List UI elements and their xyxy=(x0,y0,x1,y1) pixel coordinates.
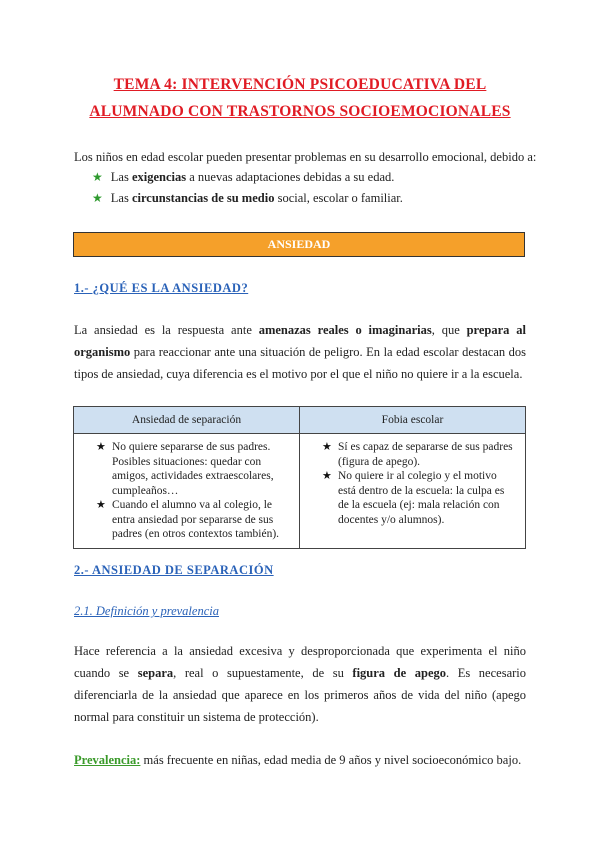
list-item: ★ Cuando el alumno va al colegio, le entra ansiedad por separarse de sus padres (en otros contextos también). xyxy=(96,499,280,540)
table-cell-separation xyxy=(74,434,300,549)
star-bullet-icon: ★ xyxy=(322,441,332,453)
section-2-heading: 2.- ANSIEDAD DE SEPARACIÓN xyxy=(74,563,274,577)
star-bullet-icon: ★ xyxy=(96,499,106,511)
list-item: ★ No quiere ir al colegio y el motivo está dentro de la escuela: la culpa es de la escuela (ej: mala relación con docentes y/o alumnos). xyxy=(322,470,505,526)
star-bullet-icon: ★ xyxy=(322,470,332,482)
comparison-table xyxy=(73,406,526,549)
section-1-paragraph: La ansiedad es la respuesta ante amenazas reales o imaginarias, que prepara al organismo para reaccionar ante una situación de peligro. En la edad escolar destacan dos tipos de ansiedad, cuya diferencia es el motivo por el que el niño no quiere ir a la escuela. xyxy=(74,323,526,381)
document-title-line-1: TEMA 4: INTERVENCIÓN PSICOEDUCATIVA DEL xyxy=(113,76,487,93)
star-bullet-icon: ★ xyxy=(92,191,103,205)
section-2-1-subheading: 2.1. Definición y prevalencia xyxy=(74,604,219,618)
section-2-paragraph: Hace referencia a la ansiedad excesiva y desproporcionada que experimenta el niño cuando se separa, real o supuestamente, de su figura de apego. Es necesario diferenciarla de la ansiedad que aparece en los primeros años de vida del niño (apego normal para constituir un sistema de protección). xyxy=(74,644,527,724)
section-1-heading: 1.- ¿QUÉ ES LA ANSIEDAD? xyxy=(74,281,249,295)
section-banner: ANSIEDAD xyxy=(73,232,525,257)
table-cell-school-phobia xyxy=(300,434,526,549)
intro-text: Los niños en edad escolar pueden presentar problemas en su desarrollo emocional, debido a: xyxy=(74,150,537,164)
prevalence-label: Prevalencia: xyxy=(74,753,141,767)
star-bullet-icon: ★ xyxy=(92,170,103,184)
star-bullet-icon: ★ xyxy=(96,441,106,453)
document-title-line-2: ALUMNADO CON TRASTORNOS SOCIOEMOCIONALES xyxy=(89,103,511,120)
list-item: ★ No quiere separarse de sus padres. Posibles situaciones: quedar con amigos, actividades extraescolares, cumpleaños… xyxy=(96,441,274,497)
table-header-separation: Ansiedad de separación xyxy=(74,407,300,434)
table-header-school-phobia: Fobia escolar xyxy=(300,407,526,434)
list-item: ★ Sí es capaz de separarse de sus padres (figura de apego). xyxy=(322,441,513,468)
intro-bullet: ★ Las exigencias a nuevas adaptaciones debidas a su edad. xyxy=(92,170,395,184)
prevalence-paragraph: Prevalencia: más frecuente en niñas, edad media de 9 años y nivel socioeconómico bajo. xyxy=(74,753,522,767)
intro-bullet: ★ Las circunstancias de su medio social, escolar o familiar. xyxy=(92,191,403,205)
